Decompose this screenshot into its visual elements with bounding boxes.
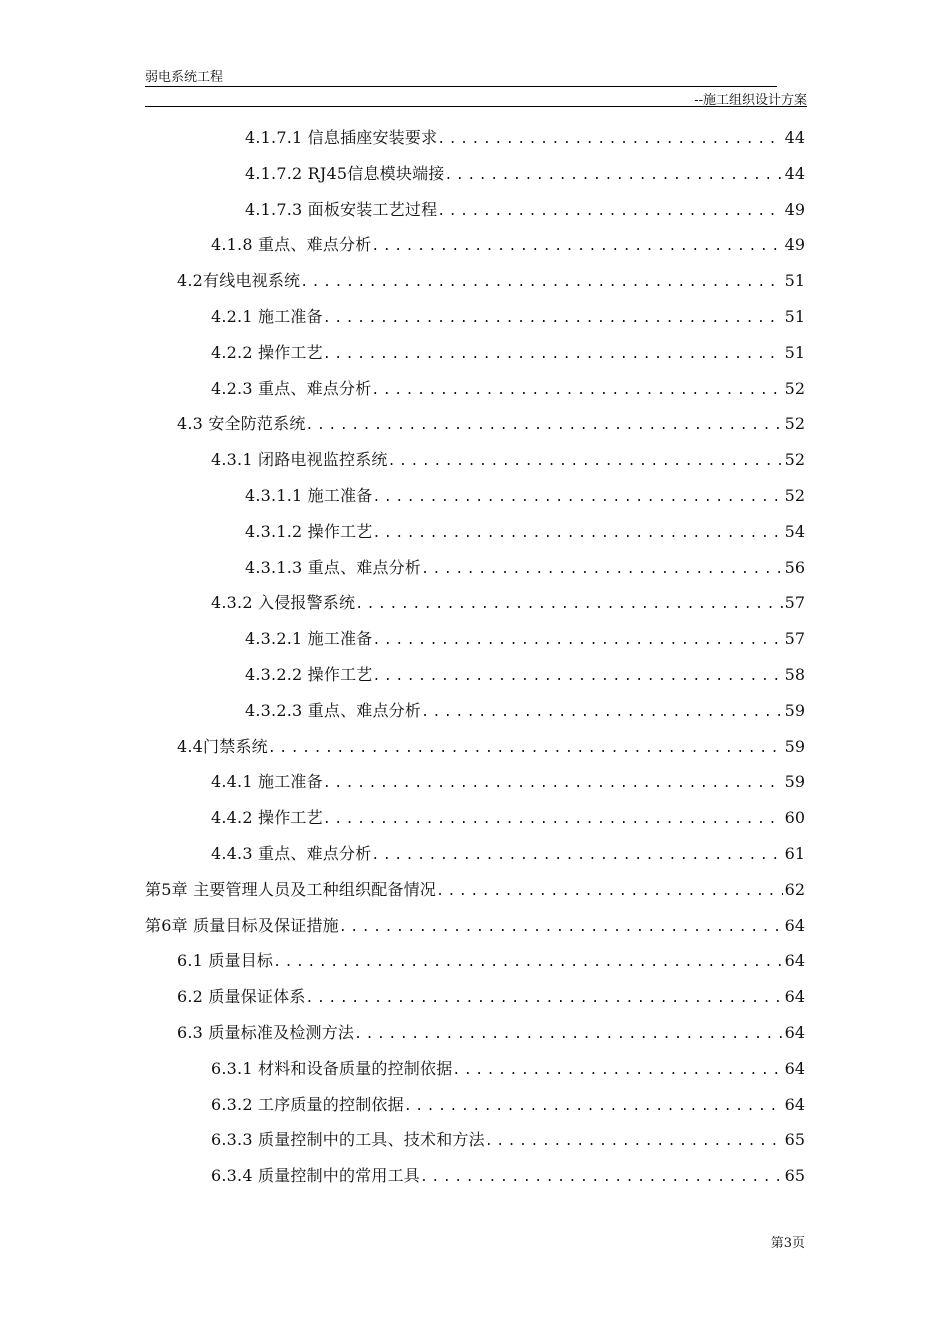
toc-entry-page-number: 57 <box>784 593 805 613</box>
toc-entry-title: 4.4.3 重点、难点分析 <box>211 844 372 863</box>
toc-entry-title: 4.3.2 入侵报警系统 <box>211 593 356 613</box>
toc-entry[interactable] <box>245 657 805 693</box>
toc-entry-page-number: 62 <box>784 879 805 899</box>
toc-entry[interactable] <box>177 943 805 979</box>
toc-dot-leader <box>388 444 783 480</box>
toc-entry-title: 4.4.2 操作工艺 <box>211 808 323 828</box>
toc-entry-title: 4.2.3 重点、难点分析 <box>211 378 372 398</box>
toc-entry-title: 4.4.1 施工准备 <box>211 772 323 792</box>
toc-dot-leader <box>323 802 783 838</box>
page-header-right: --施工组织设计方案 <box>694 93 807 108</box>
toc-entry-title: 4.2有线电视系统 <box>177 271 301 291</box>
toc-entry-page-number: 57 <box>784 629 805 649</box>
page-header-left: 弱电系统工程 <box>145 70 224 85</box>
toc-entry-page-number: 59 <box>784 736 805 756</box>
toc-dot-leader <box>372 623 782 659</box>
toc-entry[interactable] <box>211 764 805 800</box>
toc-entry[interactable] <box>245 693 805 729</box>
toc-dot-leader <box>354 1017 783 1053</box>
toc-dot-leader <box>339 910 783 946</box>
toc-entry-title: 4.1.7.3 面板安装工艺过程 <box>245 199 438 219</box>
toc-entry-page-number: 52 <box>784 414 805 434</box>
toc-dot-leader <box>306 408 783 444</box>
toc-entry[interactable] <box>245 550 805 586</box>
toc-entry-title: 4.3.1.2 操作工艺 <box>245 521 373 541</box>
toc-entry[interactable] <box>211 1122 805 1158</box>
toc-dot-leader <box>323 301 783 337</box>
toc-entry-title: 4.3.2.1 施工准备 <box>245 629 373 649</box>
toc-entry-page-number: 54 <box>784 521 805 541</box>
toc-dot-leader <box>420 1160 783 1196</box>
toc-entry[interactable] <box>177 406 805 442</box>
toc-dot-leader <box>323 766 783 802</box>
toc-dot-leader <box>371 229 782 265</box>
toc-entry-page-number: 51 <box>784 342 805 362</box>
toc-entry-title: 6.3.1 材料和设备质量的控制依据 <box>211 1058 453 1078</box>
toc-entry-title: 6.3.2 工序质量的控制依据 <box>211 1094 404 1114</box>
toc-entry-page-number: 49 <box>784 199 805 219</box>
toc-dot-leader <box>421 552 783 588</box>
toc-entry-page-number: 59 <box>784 700 805 720</box>
toc-entry[interactable] <box>211 335 805 371</box>
toc-dot-leader <box>273 945 783 981</box>
toc-dot-leader <box>452 1053 782 1089</box>
toc-entry[interactable] <box>177 263 805 299</box>
toc-dot-leader <box>421 695 783 731</box>
toc-dot-leader <box>371 838 782 874</box>
toc-entry[interactable] <box>177 729 805 765</box>
toc-entry-title: 4.3.2.3 重点、难点分析 <box>245 700 422 720</box>
toc-entry-page-number: 56 <box>784 557 805 577</box>
toc-entry-page-number: 49 <box>784 235 805 255</box>
toc-entry[interactable] <box>211 585 805 621</box>
toc-entry[interactable] <box>211 371 805 407</box>
toc-entry-page-number: 61 <box>784 844 805 863</box>
toc-entry[interactable] <box>211 227 805 263</box>
toc-entry[interactable] <box>245 156 805 192</box>
page-number: 第3页 <box>770 1236 805 1251</box>
toc-entry[interactable] <box>145 872 805 908</box>
toc-entry-page-number: 64 <box>784 1094 805 1114</box>
toc-entry-page-number: 59 <box>784 772 805 792</box>
toc-entry[interactable] <box>211 1158 805 1194</box>
toc-entry-page-number: 52 <box>784 450 805 470</box>
toc-entry-page-number: 52 <box>784 486 805 505</box>
toc-dot-leader <box>371 373 782 409</box>
toc-entry-title: 4.1.7.1 信息插座安装要求 <box>245 128 438 147</box>
toc-entry[interactable] <box>211 836 805 872</box>
toc-dot-leader <box>372 516 782 552</box>
toc-entry[interactable] <box>211 299 805 335</box>
toc-entry-page-number: 60 <box>784 808 805 828</box>
toc-entry-page-number: 65 <box>784 1130 805 1150</box>
toc-entry-page-number: 64 <box>784 951 805 971</box>
header-rule-top <box>145 86 777 87</box>
toc-entry-page-number: 64 <box>784 1023 805 1042</box>
toc-entry-title: 4.3.1.3 重点、难点分析 <box>245 557 422 577</box>
toc-entry[interactable] <box>145 908 805 944</box>
toc-entry-page-number: 44 <box>784 163 805 183</box>
toc-entry-page-number: 64 <box>784 1058 805 1078</box>
toc-entry[interactable] <box>245 621 805 657</box>
toc-entry-title: 第6章 质量目标及保证措施 <box>145 915 339 935</box>
toc-entry[interactable] <box>211 442 805 478</box>
toc-entry-title: 4.3 安全防范系统 <box>177 414 306 434</box>
toc-entry-page-number: 65 <box>784 1166 805 1186</box>
toc-entry-page-number: 64 <box>784 987 805 1007</box>
toc-dot-leader <box>444 158 782 194</box>
toc-entry-title: 6.3 质量标准及检测方法 <box>177 1023 355 1042</box>
toc-dot-leader <box>436 874 783 910</box>
toc-entry-title: 4.1.8 重点、难点分析 <box>211 235 372 255</box>
toc-entry-page-number: 51 <box>784 307 805 326</box>
toc-dot-leader <box>355 587 782 623</box>
toc-dot-leader <box>437 194 782 230</box>
toc-entry[interactable] <box>245 192 805 228</box>
toc-dot-leader <box>306 981 783 1017</box>
toc-entry-page-number: 52 <box>784 378 805 398</box>
toc-entry[interactable] <box>211 1087 805 1123</box>
toc-entry[interactable] <box>211 1051 805 1087</box>
header-rule-bottom <box>145 106 807 107</box>
toc-entry[interactable] <box>245 478 805 514</box>
toc-entry[interactable] <box>211 800 805 836</box>
toc-dot-leader <box>323 337 783 373</box>
toc-entry[interactable] <box>177 1015 805 1051</box>
toc-entry-title: 第5章 主要管理人员及工种组织配备情况 <box>145 879 437 899</box>
toc-entry-page-number: 44 <box>784 128 805 147</box>
toc-entry[interactable] <box>245 514 805 550</box>
toc-entry-title: 4.2.2 操作工艺 <box>211 342 323 362</box>
toc-dot-leader <box>300 265 782 301</box>
toc-dot-leader <box>372 480 782 516</box>
toc-entry-title: 4.3.1.1 施工准备 <box>245 486 373 505</box>
toc-entry-title: 6.1 质量目标 <box>177 951 274 971</box>
toc-entry-title: 6.2 质量保证体系 <box>177 987 306 1007</box>
toc-entry-title: 4.2.1 施工准备 <box>211 307 323 326</box>
toc-dot-leader <box>372 659 782 695</box>
toc-entry-page-number: 64 <box>784 915 805 935</box>
toc-entry-title: 4.3.1 闭路电视监控系统 <box>211 450 388 470</box>
toc-entry-page-number: 58 <box>784 665 805 684</box>
toc-entry-title: 6.3.4 质量控制中的常用工具 <box>211 1166 420 1186</box>
toc-entry[interactable] <box>177 979 805 1015</box>
toc-dot-leader <box>437 122 782 158</box>
toc-entry-title: 6.3.3 质量控制中的工具、技术和方法 <box>211 1130 485 1150</box>
toc-entry-title: 4.3.2.2 操作工艺 <box>245 665 373 684</box>
toc-entry-title: 4.1.7.2 RJ45信息模块端接 <box>245 163 445 183</box>
toc-entry[interactable] <box>245 120 805 156</box>
toc-dot-leader <box>268 731 783 767</box>
toc-entry-page-number: 51 <box>784 271 805 291</box>
toc-dot-leader <box>485 1124 783 1160</box>
toc-entry-title: 4.4门禁系统 <box>177 736 268 756</box>
toc-dot-leader <box>404 1089 783 1125</box>
